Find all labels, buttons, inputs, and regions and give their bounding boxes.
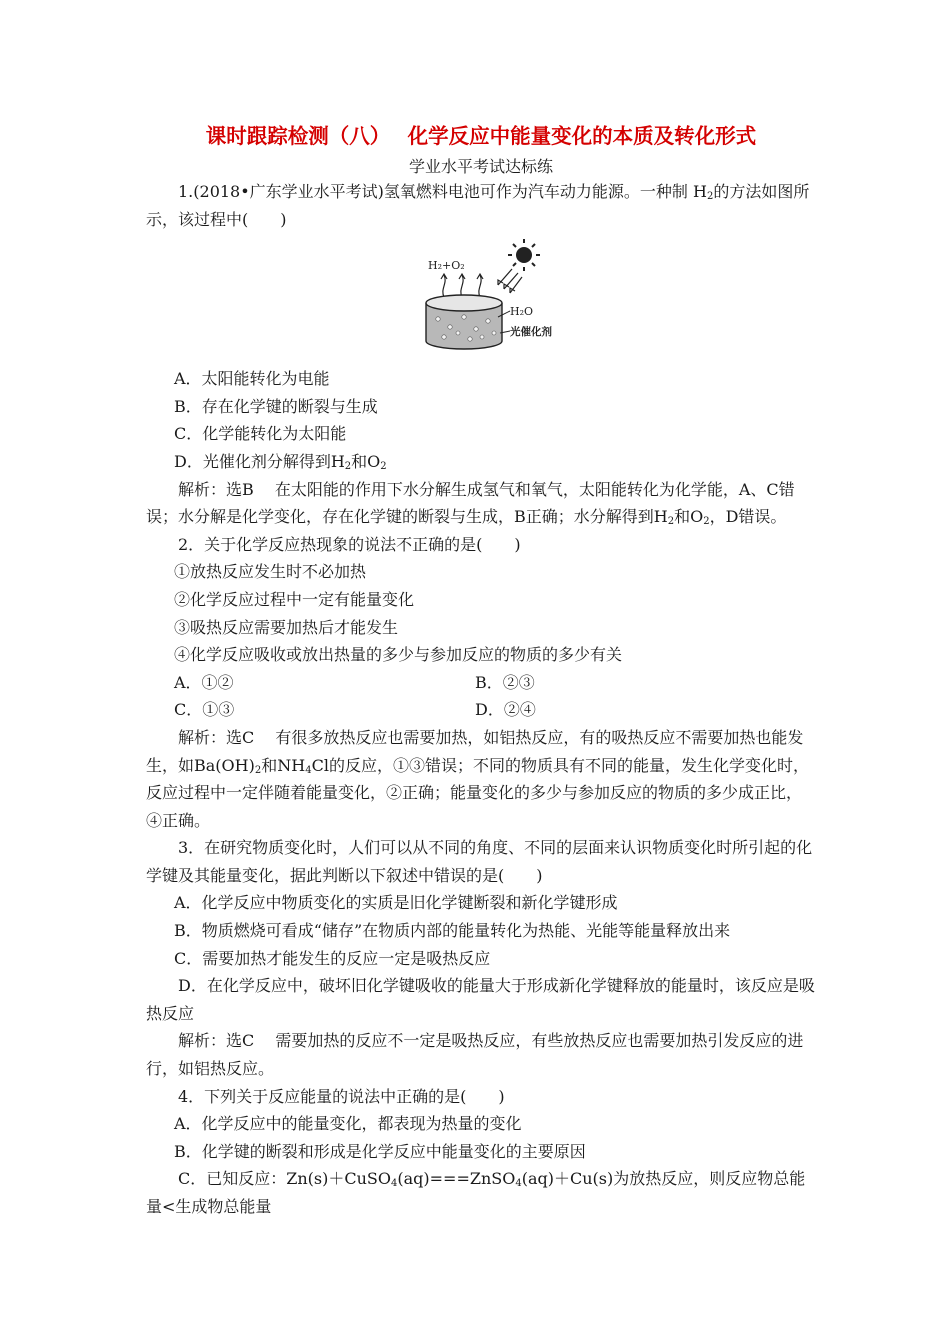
photocatalysis-figure bbox=[146, 235, 816, 361]
q2-statement-1: ①放热反应发生时不必加热 bbox=[174, 562, 367, 582]
q4-option-c: C．已知反应：Zn(s)＋CuSO$_4$(aq)===ZnSO$_4$(aq)＋Cu(s)为放热反应，则反应物总能量<生成物总能量 bbox=[146, 1169, 806, 1216]
q2-statement-4: ④化学反应吸收或放出热量的多少与参加反应的物质的多少有关 bbox=[174, 645, 623, 665]
q2-option-d: D．②④ bbox=[475, 700, 536, 720]
q1-option-a: A．太阳能转化为电能 bbox=[174, 369, 330, 389]
q1-option-b: B．存在化学键的断裂与生成 bbox=[174, 396, 378, 416]
q2-statement-2: ②化学反应过程中一定有能量变化 bbox=[174, 589, 415, 609]
light-arrows bbox=[498, 269, 522, 293]
question-1-stem: 1.(2018•广东学业水平考试)氢氧燃料电池可作为汽车动力能源。一种制 $H_2$的方法如图所示，该过程中( ) bbox=[146, 182, 810, 229]
q3-option-c: C．需要加热才能发生的反应一定是吸热反应 bbox=[174, 948, 491, 968]
q2-option-c: C．①③ bbox=[174, 700, 235, 720]
q3-explanation: 解析：选C 需要加热的反应不一定是吸热反应，有些放热反应也需要加热引发反应的进行，如铝热反应。 bbox=[146, 1031, 804, 1079]
sun-icon bbox=[508, 239, 540, 271]
question-3-stem: 3．在研究物质变化时，人们可以从不同的角度、不同的层面来认识物质变化时所引起的化学键及其能量变化，据此判断以下叙述中错误的是( ) bbox=[146, 838, 813, 885]
water-label: H₂O bbox=[510, 305, 534, 319]
q3-option-d: D．在化学反应中，破坏旧化学键吸收的能量大于形成新化学键释放的能量时，该反应是吸热反应 bbox=[146, 976, 815, 1023]
q1-explanation: 解析：选B 在太阳能的作用下水分解生成氢气和氧气，太阳能转化为化学能，A、C错误；水分解是化学变化，存在化学键的断裂与生成，B正确；水分解得到$H_2$和$O_2$，D错误。 bbox=[146, 479, 795, 528]
q2-statement-3: ③吸热反应需要加热后才能发生 bbox=[174, 617, 399, 637]
q2-options-row-1 bbox=[146, 669, 816, 697]
q1-option-d: D．光催化剂分解得到$H_2$和$O_2$ bbox=[174, 451, 387, 472]
q4-option-b: B．化学键的断裂和形成是化学反应中能量变化的主要原因 bbox=[174, 1141, 586, 1161]
photocatalysis-diagram bbox=[414, 235, 564, 359]
page-title: 课时跟踪检测（八） 化学反应中能量变化的本质及转化形式 bbox=[205, 124, 757, 148]
q3-option-a: A．化学反应中物质变化的实质是旧化学键断裂和新化学键形成 bbox=[174, 893, 618, 913]
beaker bbox=[426, 295, 502, 349]
q4-option-a: A．化学反应中的能量变化，都表现为热量的变化 bbox=[174, 1114, 522, 1134]
gas-label: H₂+O₂ bbox=[428, 259, 465, 273]
q3-option-b: B．物质燃烧可看成“储存”在物质内部的能量转化为热能、光能等能量释放出来 bbox=[174, 921, 731, 941]
catalyst-label: 光催化剂 bbox=[510, 326, 552, 339]
q2-option-a: A．①② bbox=[174, 672, 234, 692]
q2-options-row-2 bbox=[146, 696, 816, 724]
section-subtitle: 学业水平考试达标练 bbox=[408, 157, 553, 176]
document-page bbox=[146, 116, 816, 1221]
q2-explanation: 解析：选C 有很多放热反应也需要加热，如铝热反应，有的吸热反应不需要加热也能发生，如$Ba(OH)_2$和$NH_4Cl$的反应，①③错误；不同的物质具有不同的能量，发生化学变化时，反应过程中一定伴随着能量变化，②正确；能量变化的多少与参加反应的物质的多少成正比，④正确。 bbox=[146, 727, 809, 830]
gas-arrows bbox=[441, 274, 483, 297]
q1-option-c: C．化学能转化为太阳能 bbox=[174, 424, 347, 444]
question-4-stem: 4．下列关于反应能量的说法中正确的是( ) bbox=[178, 1086, 505, 1106]
q2-option-b: B．②③ bbox=[475, 672, 535, 692]
question-2-stem: 2．关于化学反应热现象的说法不正确的是( ) bbox=[178, 534, 521, 554]
